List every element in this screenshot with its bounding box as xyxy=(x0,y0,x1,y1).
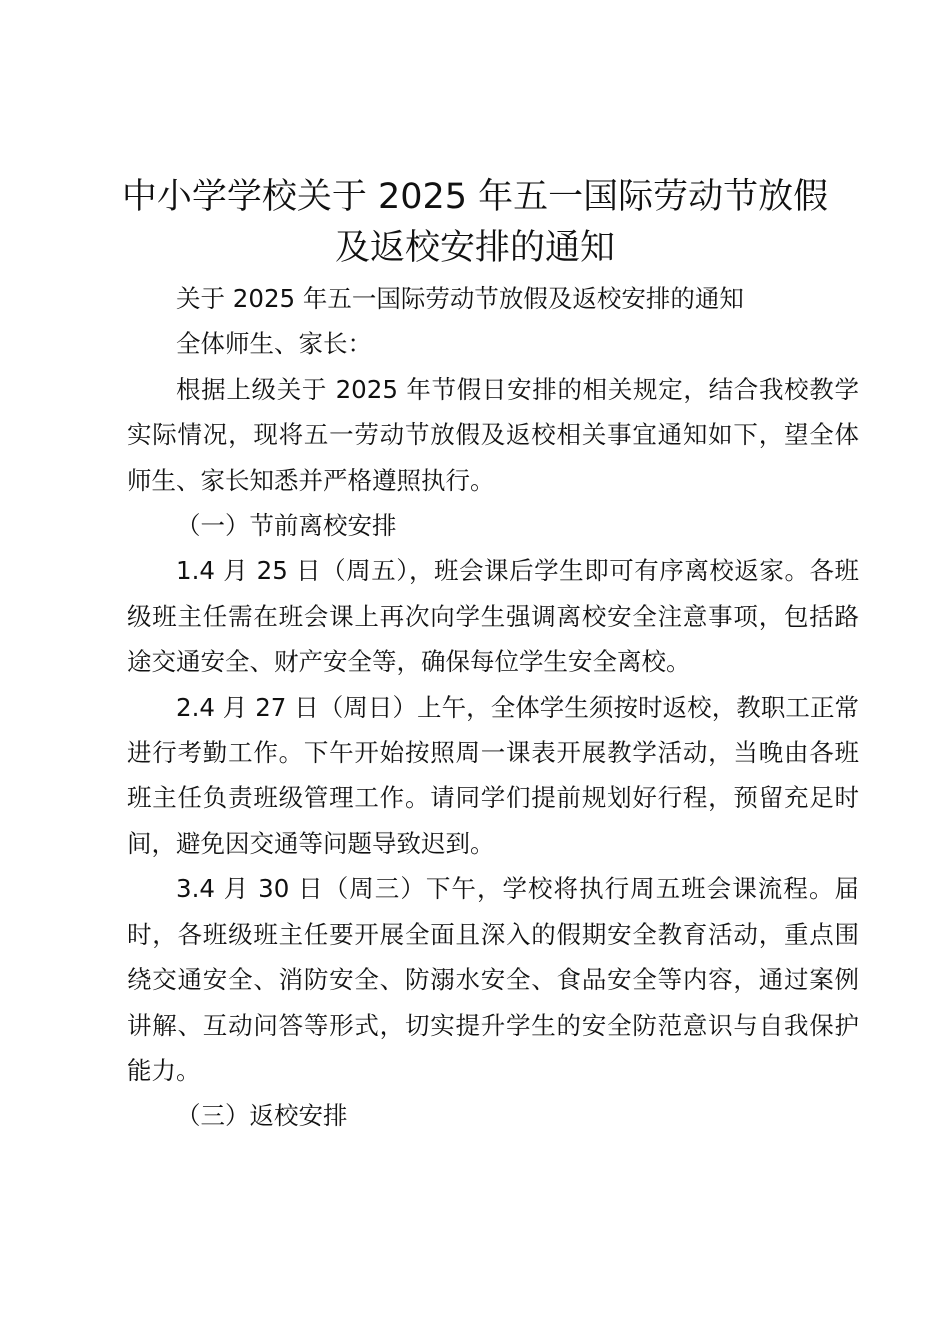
item-2-paragraph: 2.4 月 27 日（周日）上午，全体学生须按时返校，教职工正常进行考勤工作。下午开始按照周一课表开展教学活动，当晚由各班班主任负责班级管理工作。请同学们提前规划好行程，预留充足时间，避免因交通等问题导致迟到。 xyxy=(127,692,859,858)
document-title: 中小学学校关于 2025 年五一国际劳动节放假及返校安排的通知 xyxy=(121,177,829,268)
document-body xyxy=(127,276,859,1139)
notice-subtitle: 关于 2025 年五一国际劳动节放假及返校安排的通知 xyxy=(176,284,744,313)
intro-paragraph: 根据上级关于 2025 年节假日安排的相关规定，结合我校教学实际情况，现将五一劳动节放假及返校相关事宜通知如下，望全体师生、家长知悉并严格遵照执行。 xyxy=(127,374,859,495)
section-heading-pre-holiday: （一）节前离校安排 xyxy=(176,511,397,541)
section-heading-return: （三）返校安排 xyxy=(176,1101,348,1131)
item-1-paragraph: 1.4 月 25 日（周五），班会课后学生即可有序离校返家。各班级班主任需在班会课上再次向学生强调离校安全注意事项，包括路途交通安全、财产安全等，确保每位学生安全离校。 xyxy=(127,556,859,677)
item-3-paragraph: 3.4 月 30 日（周三）下午，学校将执行周五班会课流程。届时，各班级班主任要开展全面且深入的假期安全教育活动，重点围绕交通安全、消防安全、防溺水安全、食品安全等内容，通过案例讲解、互动问答等形式，切实提升学生的安全防范意识与自我保护能力。 xyxy=(127,874,859,1085)
salutation: 全体师生、家长： xyxy=(176,329,372,359)
